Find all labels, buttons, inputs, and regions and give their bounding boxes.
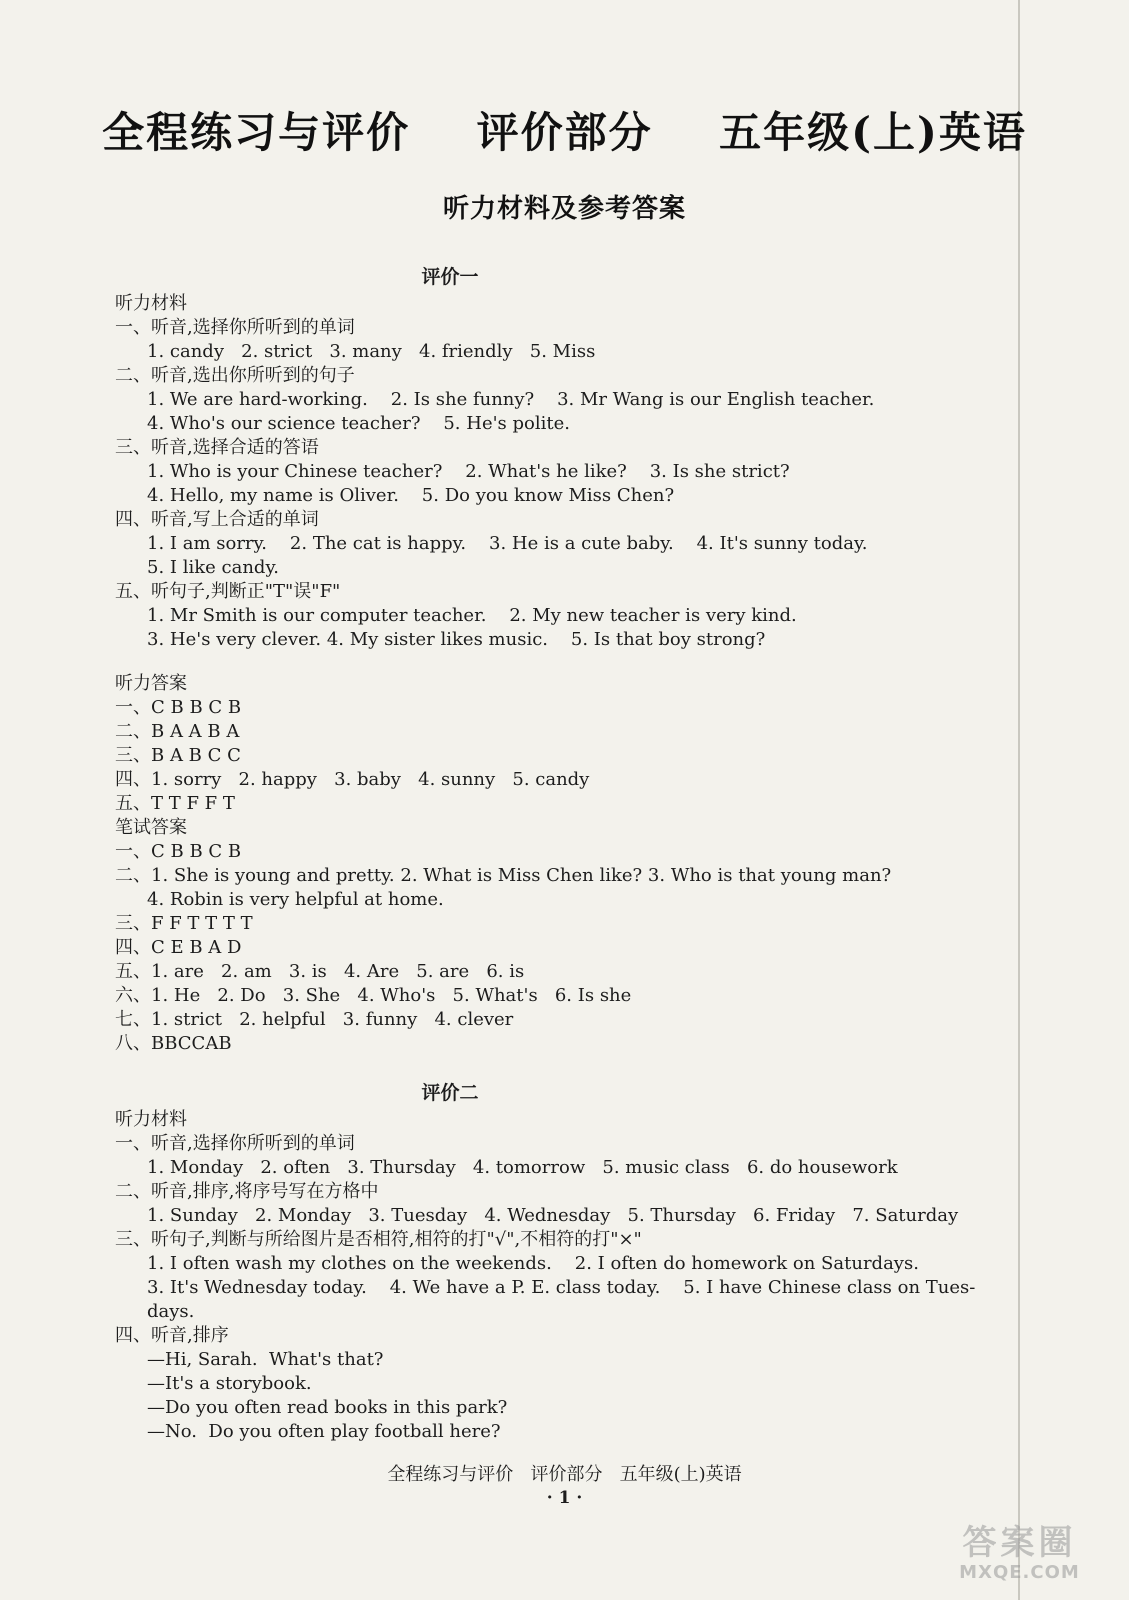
dialogue-line: —No. Do you often play football here? bbox=[147, 1421, 501, 1442]
question-title: 一、听音,选择你所听到的单词 bbox=[115, 1133, 355, 1154]
question-title: 五、听句子,判断正"T"误"F" bbox=[115, 581, 341, 602]
listening-material-label: 听力材料 bbox=[115, 1109, 187, 1130]
question-line: 1. I often wash my clothes on the weekends. 2. I often do homework on Saturdays. bbox=[147, 1253, 919, 1274]
question-line: 1. We are hard-working. 2. Is she funny? 3. Mr Wang is our English teacher. bbox=[147, 389, 875, 410]
question-line: 3. It's Wednesday today. 4. We have a P. E. class today. 5. I have Chinese class on Tues- bbox=[147, 1277, 976, 1298]
answer-line: 六、1. He 2. Do 3. She 4. Who's 5. What's 6. Is she bbox=[115, 985, 632, 1006]
watermark-bottom-text: MXQE.COM bbox=[959, 1562, 1080, 1583]
answer-line: 五、1. are 2. am 3. is 4. Are 5. are 6. is bbox=[115, 961, 525, 982]
question-title: 二、听音,选出你所听到的句子 bbox=[115, 365, 355, 386]
answer-line: 八、BBCCAB bbox=[115, 1033, 232, 1054]
spacer bbox=[115, 1056, 1015, 1078]
question-line: 1. I am sorry. 2. The cat is happy. 3. He is a cute baby. 4. It's sunny today. bbox=[147, 533, 868, 554]
question-line: 4. Hello, my name is Oliver. 5. Do you know Miss Chen? bbox=[147, 485, 675, 506]
watermark-logo bbox=[932, 1524, 1107, 1586]
section-heading: 评价二 bbox=[421, 1082, 479, 1104]
dialogue-line: —Do you often read books in this park? bbox=[147, 1397, 508, 1418]
page-number: · 1 · bbox=[546, 1488, 583, 1508]
answer-line: 三、B A B C C bbox=[115, 745, 241, 766]
page-footer: 全程练习与评价 评价部分 五年级(上)英语 bbox=[387, 1464, 742, 1485]
answer-line: 三、F F T T T T bbox=[115, 913, 253, 934]
page-edge-line bbox=[1018, 0, 1020, 1600]
answer-line: 四、1. sorry 2. happy 3. baby 4. sunny 5. candy bbox=[115, 769, 590, 790]
answer-line: 七、1. strict 2. helpful 3. funny 4. clever bbox=[115, 1009, 514, 1030]
question-line: 1. Sunday 2. Monday 3. Tuesday 4. Wednesday 5. Thursday 6. Friday 7. Saturday bbox=[147, 1205, 959, 1226]
question-title: 三、听音,选择合适的答语 bbox=[115, 437, 319, 458]
dialogue-line: —It's a storybook. bbox=[147, 1373, 312, 1394]
question-title: 二、听音,排序,将序号写在方格中 bbox=[115, 1181, 379, 1202]
dialogue-line: —Hi, Sarah. What's that? bbox=[147, 1349, 384, 1370]
watermark-top-text: 答案圈 bbox=[962, 1523, 1077, 1563]
answer-line: 五、T T F F T bbox=[115, 793, 235, 814]
listening-material-label: 听力材料 bbox=[115, 293, 187, 314]
answer-line: 一、C B B C B bbox=[115, 841, 242, 862]
question-line: 1. Monday 2. often 3. Thursday 4. tomorrow 5. music class 6. do housework bbox=[147, 1157, 898, 1178]
question-line: 1. Mr Smith is our computer teacher. 2. My new teacher is very kind. bbox=[147, 605, 797, 626]
answer-line: 二、B A A B A bbox=[115, 721, 240, 742]
page-subtitle: 听力材料及参考答案 bbox=[442, 194, 686, 224]
question-line: 1. candy 2. strict 3. many 4. friendly 5. Miss bbox=[147, 341, 596, 362]
question-line: 1. Who is your Chinese teacher? 2. What's he like? 3. Is she strict? bbox=[147, 461, 790, 482]
question-title: 四、听音,写上合适的单词 bbox=[115, 509, 319, 530]
question-line: 5. I like candy. bbox=[147, 557, 279, 578]
section-heading: 评价一 bbox=[421, 266, 479, 288]
answer-line: 四、C E B A D bbox=[115, 937, 242, 958]
question-line: 3. He's very clever. 4. My sister likes music. 5. Is that boy strong? bbox=[147, 629, 766, 650]
listening-answers-label: 听力答案 bbox=[115, 673, 187, 694]
spacer bbox=[115, 652, 1015, 672]
question-title: 四、听音,排序 bbox=[115, 1325, 229, 1346]
question-line: 4. Who's our science teacher? 5. He's polite. bbox=[147, 413, 570, 434]
page-title: 全程练习与评价 评价部分 五年级(上)英语 bbox=[102, 108, 1027, 157]
question-line: days. bbox=[147, 1301, 195, 1322]
answer-line: 一、C B B C B bbox=[115, 697, 242, 718]
answer-continuation: 4. Robin is very helpful at home. bbox=[147, 889, 444, 910]
question-title: 一、听音,选择你所听到的单词 bbox=[115, 317, 355, 338]
question-title: 三、听句子,判断与所给图片是否相符,相符的打"√",不相符的打"×" bbox=[115, 1229, 642, 1250]
document-body bbox=[115, 262, 1015, 1444]
written-answers-label: 笔试答案 bbox=[115, 817, 187, 838]
answer-line: 二、1. She is young and pretty. 2. What is Miss Chen like? 3. Who is that young man? bbox=[115, 865, 892, 886]
